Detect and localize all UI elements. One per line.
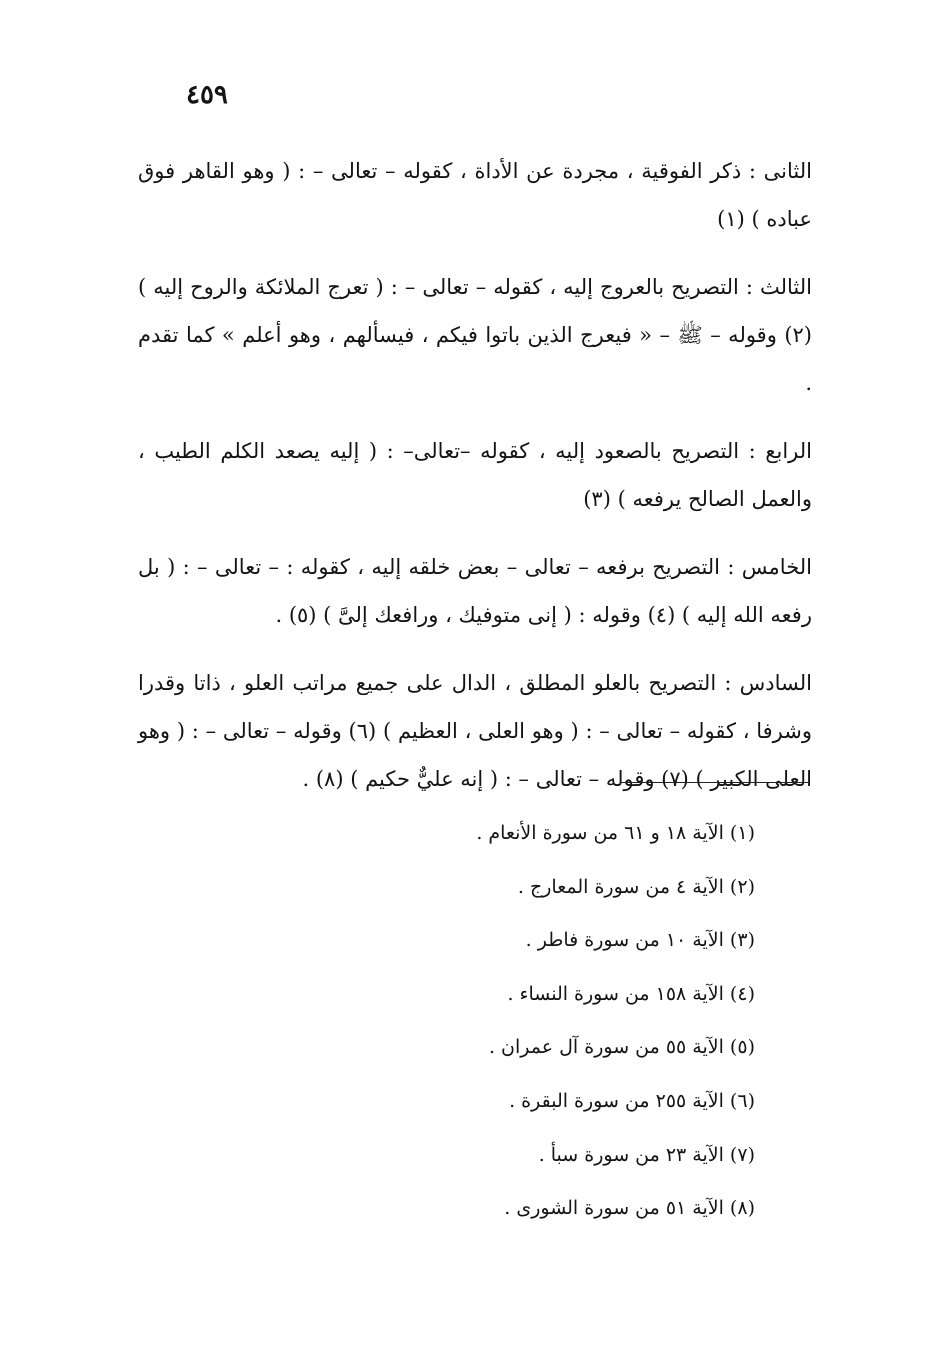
paragraph-fifth: الخامس : التصريح برفعه – تعالى – بعض خلقه إليه ، كقوله : – تعالى – : ( بل رفعه الله إليه ) (٤) وقوله : ( إنى متوفيك ، ورافعك إلىَّ ) (٥) . bbox=[138, 555, 812, 627]
footnote-4: (٤) الآية ١٥٨ من سورة النساء . bbox=[507, 982, 755, 1005]
footnote-2: (٢) الآية ٤ من سورة المعارج . bbox=[517, 875, 755, 898]
footnote-divider bbox=[620, 782, 810, 783]
footnote-1: (١) الآية ١٨ و ٦١ من سورة الأنعام . bbox=[476, 822, 755, 844]
main-text bbox=[138, 147, 812, 823]
footnote-3: (٣) الآية ١٠ من سورة فاطر . bbox=[525, 929, 755, 952]
footnote-5: (٥) الآية ٥٥ من سورة آل عمران . bbox=[488, 1036, 755, 1059]
paragraph-sixth: السادس : التصريح بالعلو المطلق ، الدال على جميع مراتب العلو ، ذاتا وقدرا وشرفا ، كقوله – تعالى – : ( وهو العلى ، العظيم ) (٦) وقوله – تعالى – : ( وهو العلى الكبير ) (٧) وقوله – تعالى – : ( إنه عليٌّ حكيم ) (٨) . bbox=[138, 671, 812, 791]
page-number: ٤٥٩ bbox=[186, 80, 228, 110]
footnote-7: (٧) الآية ٢٣ من سورة سبأ . bbox=[538, 1143, 755, 1166]
paragraph-third: الثالث : التصريح بالعروج إليه ، كقوله – تعالى – : ( تعرج الملائكة والروح إليه ) (٢) وقوله – ﷺ – « فيعرج الذين باتوا فيكم ، فيسألهم ، وهو أعلم » كما تقدم . bbox=[138, 275, 812, 395]
footnote-6: (٦) الآية ٢٥٥ من سورة البقرة . bbox=[509, 1089, 755, 1112]
footnotes bbox=[235, 812, 755, 1241]
paragraph-second: الثانى : ذكر الفوقية ، مجردة عن الأداة ، كقوله – تعالى – : ( وهو القاهر فوق عباده ) (١) bbox=[138, 159, 812, 231]
footnote-8: (٨) الآية ٥١ من سورة الشورى . bbox=[504, 1197, 755, 1220]
paragraph-fourth: الرابع : التصريح بالصعود إليه ، كقوله –تعالى– : ( إليه يصعد الكلم الطيب ، والعمل الصالح يرفعه ) (٣) bbox=[138, 439, 812, 511]
